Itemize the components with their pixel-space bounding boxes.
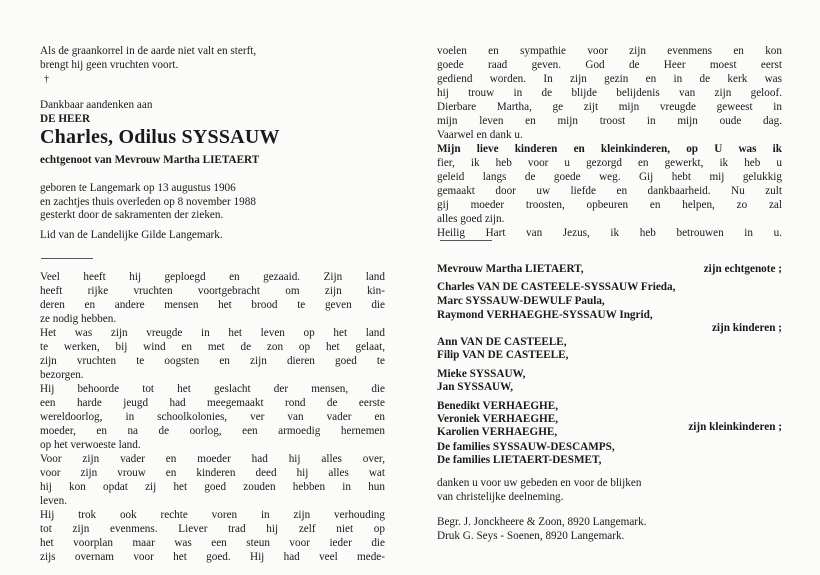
- body-line: Veel heeft hij geploegd en gezaaid. Zijn land: [40, 271, 385, 283]
- grandchild-line: Jan SYSSAUW,: [437, 381, 514, 393]
- body-line: moeder, en na de oorlog, een armoedig hernemen: [40, 425, 385, 437]
- body-line: voelen en sympathie voor zijn evenmens en kon: [437, 45, 782, 57]
- body-line: zijs overnam voor het goed. Hij had veel mede-: [40, 551, 385, 563]
- printer-line: Druk G. Seys - Soenen, 8920 Langemark.: [437, 530, 625, 542]
- body-line: gemaakt door uw liefde en dankbaarheid. Nu zult: [437, 185, 782, 197]
- body-line: op het verwoeste land.: [40, 439, 141, 451]
- member-line: Lid van de Landelijke Gilde Langemark.: [40, 229, 223, 241]
- body-line: het voorplan maar was een steun voor ieder die: [40, 537, 385, 549]
- body-line: fier, ik heb voor u gezorgd en gewerkt, ik heb u: [437, 157, 782, 169]
- thanks-line: danken u voor uw gebeden en voor de blijken: [437, 477, 642, 489]
- body-line: Hij behoorde tot het geslacht der mensen, die: [40, 383, 385, 395]
- body-line: zijn vruchten te oogsten en zijn dieren goed te: [40, 355, 385, 367]
- body-line: Het was zijn vreugde in het leven op het land: [40, 327, 385, 339]
- cross-icon: †: [44, 74, 49, 85]
- body-line: Voor zijn vader en moeder had hij alles over,: [40, 453, 385, 465]
- body-line: mijn leven en mijn troost in mijn oude dag.: [437, 115, 782, 127]
- grandchildren-role: zijn kleinkinderen ;: [688, 421, 782, 433]
- grandchild-line: Ann VAN DE CASTEELE,: [437, 336, 567, 348]
- grandchild-line: Mieke SYSSAUW,: [437, 368, 526, 380]
- grandchild-line: Benedikt VERHAEGHE,: [437, 400, 559, 412]
- wife-line: Mevrouw Martha LIETAERT,: [437, 263, 584, 275]
- grandchild-line: Karolien VERHAEGHE,: [437, 426, 558, 438]
- thanks-line: van christelijke deelneming.: [437, 491, 564, 503]
- wife-role: zijn echtgenote ;: [703, 263, 782, 275]
- body-line: voor zijn vrouw en kinderen deed hij alles wat: [40, 467, 385, 479]
- body-line: gediend worden. In zijn gezin en in de kerk was: [437, 73, 782, 85]
- grandchild-line: Veroniek VERHAEGHE,: [437, 413, 559, 425]
- grandchild-line: Filip VAN DE CASTEELE,: [437, 349, 569, 361]
- child-line: Marc SYSSAUW-DEWULF Paula,: [437, 295, 605, 307]
- quote-line: Als de graankorrel in de aarde niet valt en sterft,: [40, 45, 257, 57]
- body-line: Mijn lieve kinderen en kleinkinderen, op U was ik: [437, 143, 782, 155]
- families-line: De families LIETAERT-DESMET,: [437, 454, 602, 466]
- body-line: tot zijn evenmens. Liever trad hij zelf niet op: [40, 523, 385, 535]
- child-line: Charles VAN DE CASTEELE-SYSSAUW Frieda,: [437, 281, 676, 293]
- body-line: te werken, bij wind en met de zon op het gelaat,: [40, 341, 385, 353]
- birth-death-line: geboren te Langemark op 13 augustus 1906: [40, 182, 236, 194]
- spouse-line: echtgenoot van Mevrouw Martha LIETAERT: [40, 154, 260, 166]
- body-line: gij moeder troosten, opbeuren en helpen, zo zal: [437, 199, 782, 211]
- body-line: hij kon opdat zij het goed zouden hebben in hun: [40, 481, 385, 493]
- birth-death-line: en zachtjes thuis overleden op 8 november 1988: [40, 196, 256, 208]
- body-line: Dierbare Martha, ge zijt mijn vreugde geweest in: [437, 101, 782, 113]
- child-line: Raymond VERHAEGHE-SYSSAUW Ingrid,: [437, 309, 653, 321]
- body-line: Hij trok ook rechte voren in zijn verhouding: [40, 509, 385, 521]
- children-role: zijn kinderen ;: [711, 322, 782, 334]
- body-line: geleid langs de goede weg. Gij hebt mij gelukkig: [437, 171, 782, 183]
- body-line: heeft rijke vruchten voortgebracht om zijn kin-: [40, 285, 385, 297]
- body-line: ze nodig hebben.: [40, 313, 117, 325]
- body-line: hij trouw in de blijde belijdenis van zijn geloof.: [437, 87, 782, 99]
- body-line: leven.: [40, 495, 68, 507]
- de-heer-line: DE HEER: [40, 113, 91, 125]
- separator: [440, 240, 492, 241]
- deceased-name: Charles, Odilus SYSSAUW: [40, 126, 280, 148]
- dankbaar-line: Dankbaar aandenken aan: [40, 99, 153, 111]
- separator: [41, 258, 93, 259]
- body-line: deren en andere mensen het brood te geven die: [40, 299, 385, 311]
- birth-death-line: gesterkt door de sakramenten der zieken.: [40, 209, 224, 221]
- printer-line: Begr. J. Jonckheere & Zoon, 8920 Langemark.: [437, 516, 647, 528]
- body-line: wereldoorlog, in schoolkolonies, ver van vader en: [40, 411, 385, 423]
- body-line: alles goed zijn.: [437, 213, 505, 225]
- body-line: Vaarwel en dank u.: [437, 129, 523, 141]
- body-line: goede raad geven. God de Heer moest eerst: [437, 59, 782, 71]
- body-line: Heilig Hart van Jezus, ik heb betrouwen in u.: [437, 227, 782, 239]
- body-line: bezorgen.: [40, 369, 84, 381]
- families-line: De families SYSSAUW-DESCAMPS,: [437, 441, 615, 453]
- body-line: een harde jeugd had meegemaakt rond de eerste: [40, 397, 385, 409]
- quote-line: brengt hij geen vruchten voort.: [40, 59, 179, 71]
